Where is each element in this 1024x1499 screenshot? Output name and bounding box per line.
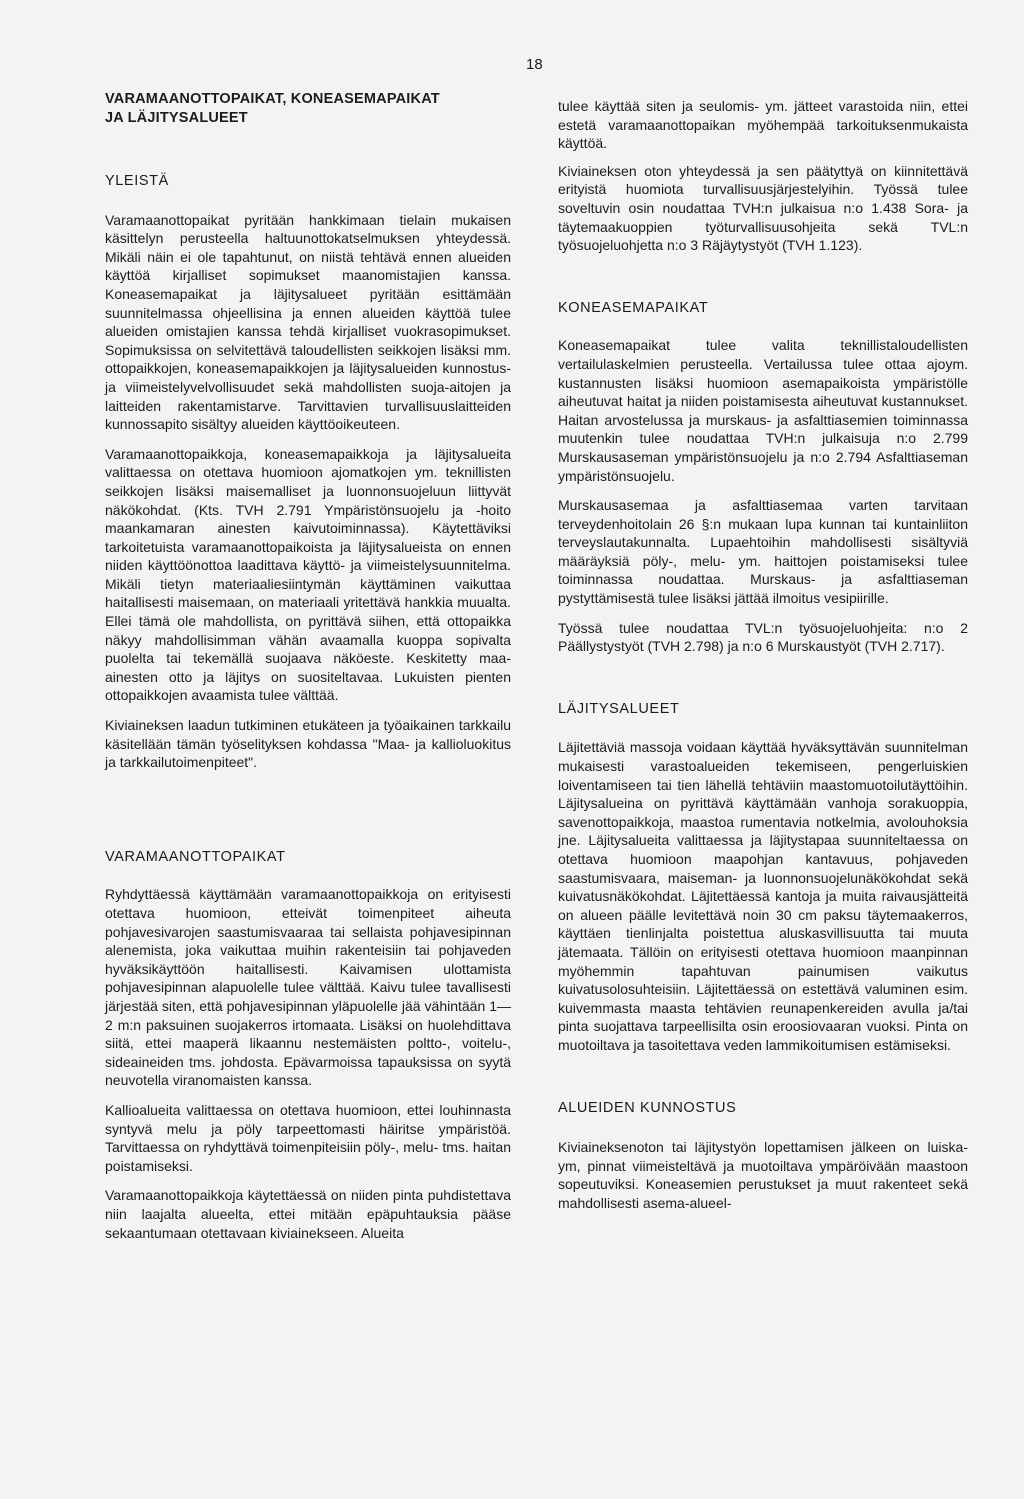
left-column	[105, 90, 511, 1242]
paragraph: Kiviaineksenoton tai läjitystyön lopettamisen jälkeen on luiska- ym, pinnat viimeisteltävä ja muotoiltava ympäröivään maastoon sopeutuviksi. Koneasemien perustukset ja muut rakenteet sekä mahdollisesti asema-alueel-	[558, 1139, 968, 1211]
paragraph: Varamaanottopaikkoja, koneasemapaikkoja ja läjitysalueita valittaessa on otettava huomioon ajomatkojen ym. teknillisten seikkojen lisäksi maisemalliset ja luonnonsuojeluun liittyvät näkökohdat. (Kts. TVH 2.791 Ympäristönsuojelu ja -hoito maankamaran ainesten kaivutoiminnassa). Käytettäviksi tarkoitetuista varamaanottopaikoista ja läjitysalueista on ennen niiden käyttöönottoa laadittava käyttö- ja viimeistelysuunnitelma. Mikäli tietyn materiaaliesiintymän käyttäminen vaikuttaa haitallisesti maisemaan, on materiaali yritettävä hankkia muualta. Ellei tämä ole mahdollista, on pyrittävä siihen, että ottopaikka näkyy mahdollisimman vähän avaamalla kuoppa sopivalta puolelta tai tekemällä suojaava näköeste. Keskitetty maa-ainesten otto ja läjitys on suositeltavaa. Lukuisten pienten ottopaikkojen avaamista tulee välttää.	[105, 445, 511, 704]
paragraph: Varamaanottopaikat pyritään hankkimaan tielain mukaisen käsittelyn perusteella haltuunottokatselmuksen yhteydessä. Mikäli näin ei ole tapahtunut, on niistä tehtävä ennen alueiden käyttöä kirjalliset sopimukset maanomistajien kanssa. Koneasemapaikat ja läjitysalueet pyritään esittämään suunnitelmassa ohjeellisina ja ennen alueiden käyttöä tulee alueiden omistajien kanssa tehdä kirjalliset vuokrasopimukset. Sopimuksissa on selvitettävä taloudellisten seikkojen lisäksi mm. ottopaikkojen, koneasemapaikkojen ja läjitysalueiden kunnostus- ja viimeistelyvelvollisuudet sekä mahdollisten suoja-aitojen ja laitteiden rakentamistarve. Tarvittavien turvallisuuslaitteiden kunnossapito sisältyy alueiden käyttöoikeuteen.	[105, 211, 511, 433]
paragraph: Työssä tulee noudattaa TVL:n työsuojeluohjeita: n:o 2 Päällystystyöt (TVH 2.798) ja n:o 6 Murskaustyöt (TVH 2.717).	[558, 619, 968, 655]
section-heading-alueiden-kunnostus: ALUEIDEN KUNNOSTUS	[558, 1099, 737, 1116]
paragraph: Läjitettäviä massoja voidaan käyttää hyväksyttävän suunnitelman mukaisesti varastoalueiden tekemiseen, pengerluiskien loiventamiseen tai tien lähellä tehtäviin maastomuotoilutäyttöihin. Läjitysalueina on pyrittävä käyttämään vanhoja sorakuoppia, savenottopaikkoja, maastoa rumentavia notkelmia, avolouhoksia jne. Läjitysalueita valittaessa ja läjitystapaa suunniteltaessa on otettava huomioon maapohjan kantavuus, pohjaveden saastumisvaara, maiseman- ja luonnonsuojelunäkökohdat sekä kuivatusnäkökohdat. Läjitettäessä kantoja ja muita raivausjätteitä on alueen päälle levitettävä noin 30 cm paksu täytemaakerros, käyttäen tienlinjalta poistettua aluskasvillisuutta tai muuta jätemaata. Tällöin on erityisesti otettava huomioon maanpinnan myöhemmin tapahtuvan painumisen vaikutus kuivatusolosuhteisiin. Läjitettäessä on estettävä valuminen esim. kuivemmasta maasta tehtävien reunapenkereiden avulla ja/tai pinta suojattava tarpeellisilta osin eroosiovaaran vuoksi. Pinta on muotoiltava ja tasoitettava veden lammikoitumisen estämiseksi.	[558, 739, 968, 1053]
paragraph: tulee käyttää siten ja seulomis- ym. jätteet varastoida niin, ettei estetä varamaanottopaikan myöhempää tarkoituksenmukaista käyttöä.	[558, 98, 968, 152]
section-heading-varamaanottopaikat: VARAMAANOTTOPAIKAT	[105, 848, 286, 865]
paragraph: Murskausasemaa ja asfalttiasemaa varten tarvitaan terveydenhoitolain 26 §:n mukaan lupa kunnan tai kuntainliiton terveyslautakunnalta. Lupaehtoihin mahdollisesti sisältyviä määräyksiä pöly-, melu- ym. haittojen poistamiseksi tulee toiminnassa noudattaa. Murskaus- ja asfalttiaseman pystyttämisestä tulee lisäksi jättää ilmoitus vesipiirille.	[558, 497, 968, 607]
paragraph: Kiviaineksen laadun tutkiminen etukäteen ja työaikainen tarkkailu käsitellään tämän työselityksen kohdassa "Maa- ja kallioluokitus ja tarkkailutoimenpiteet".	[105, 717, 511, 771]
section-heading-lajitysalueet: LÄJITYSALUEET	[558, 700, 680, 717]
section-heading-koneasemapaikat: KONEASEMAPAIKAT	[558, 299, 709, 316]
main-heading: VARAMAANOTTOPAIKAT, KONEASEMAPAIKAT JA LÄJITYSALUEET	[105, 91, 440, 126]
page-number: 18	[526, 56, 543, 73]
paragraph: Ryhdyttäessä käyttämään varamaanottopaikkoja on erityisesti otettava huomioon, etteivät toimenpiteet aiheuta pohjavesivarojen saastumisvaaraa tai sellaista pohjavesipinnan alenemista, joka vaikuttaa muihin rakenteisiin tai pohjaveden hyväksikäyttöön haitallisesti. Kaivamisen ulottamista pohjavesipinnan alapuolelle tulee välttää. Kaivu tulee tavallisesti järjestää siten, että pohjavesipinnan yläpuolelle jää vähintään 1—2 m:n paksuinen suojakerros irtomaata. Lisäksi on huolehdittava siitä, ettei maaperä likaannu nestemäisten poltto-, voitelu-, sideaineiden tms. johdosta. Epävarmoissa tapauksissa on syytä neuvotella viranomaisten kanssa.	[105, 886, 511, 1089]
paragraph: Kiviaineksen oton yhteydessä ja sen päätyttyä on kiinnitettävä erityistä huomiota turvallisuusjärjestelyihin. Työssä tulee soveltuvin osin noudattaa TVH:n julkaisua n:o 1.438 Sora- ja täytemaakuoppien työturvallisuusohjeita sekä TVL:n työsuojeluohjetta n:o 3 Räjäytystyöt (TVH 1.123).	[558, 162, 968, 254]
paragraph: Koneasemapaikat tulee valita teknillistaloudellisten vertailulaskelmien perusteella. Vertailussa tulee ottaa ajoym. kustannusten lisäksi huomioon asemapaikoista ympäristölle aiheutuvat haitat ja niiden poistamisesta aiheutuvat kustannukset. Haitan arvostelussa ja murskaus- ja asfalttiasemien toiminnassa muutenkin tulee noudattaa TVH:n julkaisuja n:o 2.799 Murskausaseman ympäristönsuojelu ja n:o 2.794 Asfalttiaseman ympäristönsuojelu.	[558, 337, 968, 484]
section-heading-yleista: YLEISTÄ	[105, 173, 169, 189]
paragraph: Varamaanottopaikkoja käytettäessä on niiden pinta puhdistettava niin laajalta alueelta, ettei mitään epäpuhtauksia pääse sekaantumaan otettavaan kiviainekseen. Alueita	[105, 1187, 511, 1241]
right-column	[558, 97, 968, 1213]
paragraph: Kallioalueita valittaessa on otettava huomioon, ettei louhinnasta syntyvä melu ja pöly tarpeettomasti häiritse ympäristöä. Tarvittaessa on ryhdyttävä toimenpiteisiin pöly-, melu- tms. haitan poistamiseksi.	[105, 1101, 511, 1174]
